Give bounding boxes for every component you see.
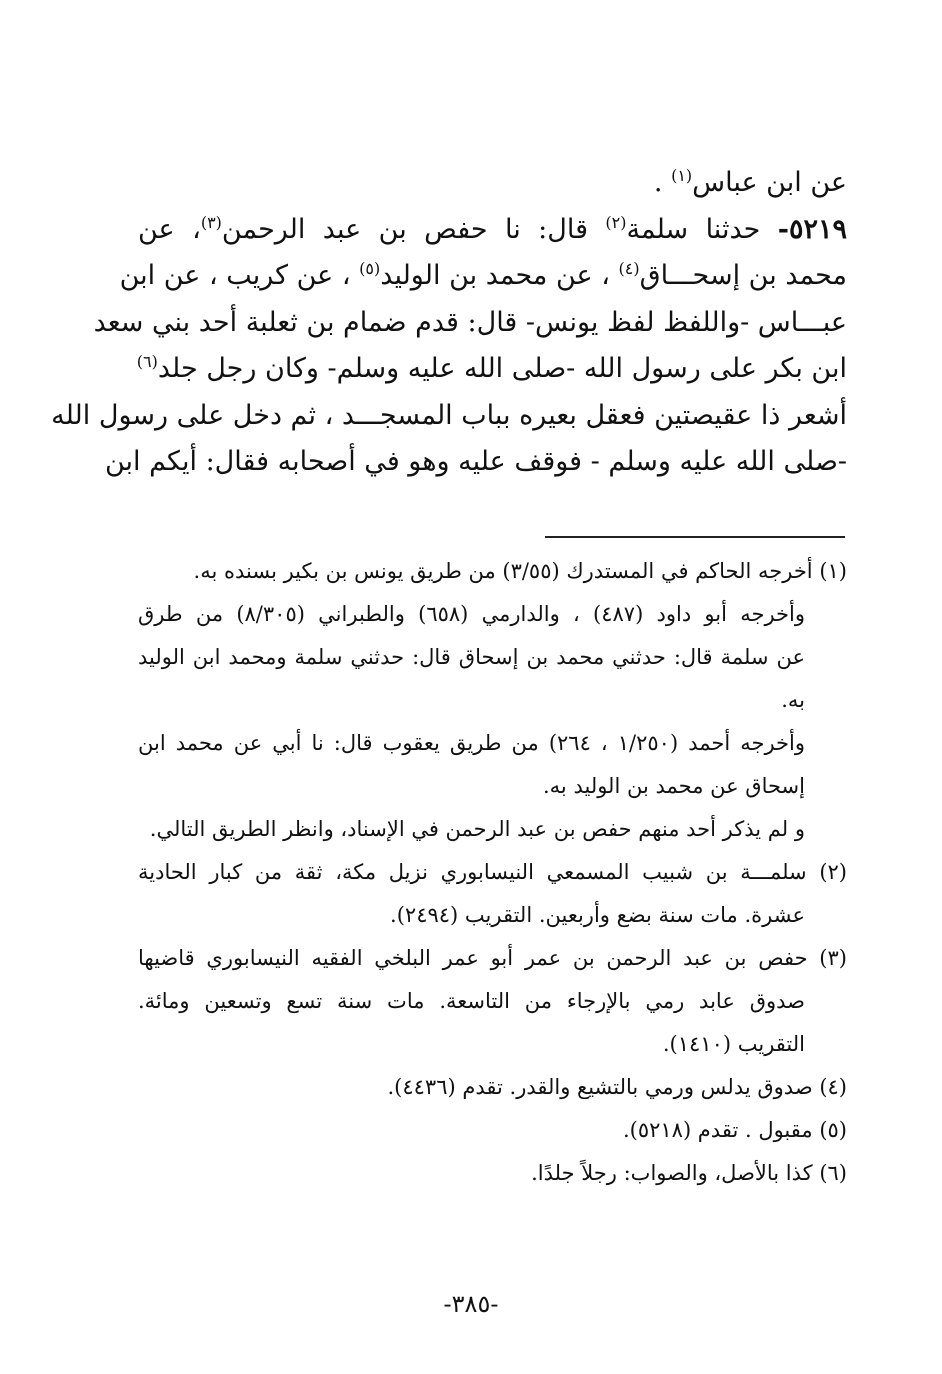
footnote-line: (٢) سلمـــة بن شبيب المسمعي النيسابوري نزيل مكة، ثقة من كبار الحادية bbox=[138, 860, 847, 884]
text-segment: حدثنا سلمة bbox=[626, 213, 778, 245]
footnote-line: وأخرجه أحمد (١/٢٥٠ ، ٢٦٤) من طريق يعقوب قال: نا أبي عن محمد ابن bbox=[138, 731, 805, 755]
footnote-3 bbox=[138, 937, 847, 1066]
footnote-line: و لم يذكر أحد منهم حفص بن عبد الرحمن في الإسناد، وانظر الطريق التالي. bbox=[149, 817, 805, 841]
footnote-1 bbox=[138, 550, 847, 851]
footnote-line: (٤) صدوق يدلس ورمي بالتشيع والقدر. تقدم (٤٤٣٦). bbox=[387, 1075, 847, 1099]
footnote-line: (٦) كذا بالأصل، والصواب: رجلاً جلدًا. bbox=[531, 1161, 847, 1185]
footnote-line: (٥) مقبول . تقدم (٥٢١٨). bbox=[622, 1118, 847, 1142]
main-line-3 bbox=[119, 253, 847, 300]
text-segment: محمد بن إسحـــاق bbox=[639, 260, 847, 291]
footnote-4 bbox=[138, 1066, 847, 1109]
text-segment: ابن بكر على رسول الله -صلى الله عليه وسلم- وكان رجل جلد bbox=[157, 353, 847, 384]
footnote-line: التقريب (١٤١٠). bbox=[662, 1032, 805, 1056]
footnote-line: صدوق عابد رمي بالإرجاء من التاسعة. مات سنة تسع وتسعين ومائة. bbox=[138, 989, 805, 1013]
hadith-number: ٥٢١٩- bbox=[777, 213, 847, 245]
footnote-line: عن سلمة قال: حدثني محمد بن إسحاق قال: حدثني سلمة ومحمد ابن الوليد bbox=[138, 645, 805, 669]
footnote-line: إسحاق عن محمد بن الوليد به. bbox=[543, 774, 805, 798]
text-segment: قال: نا حفص بن عبد الرحمن bbox=[221, 213, 606, 245]
footnote-6 bbox=[138, 1152, 847, 1195]
text-segment: ، عن bbox=[138, 213, 201, 245]
footnote-ref-5[interactable]: (٥) bbox=[359, 259, 381, 278]
text-segment: عن ابن عباس bbox=[692, 167, 847, 198]
footnote-line: (١) أخرجه الحاكم في المستدرك (٣/٥٥) من طريق يونس بن بكير بسنده به. bbox=[193, 559, 847, 583]
footnote-ref-1[interactable]: (١) bbox=[671, 166, 693, 185]
footnote-ref-4[interactable]: (٤) bbox=[618, 259, 640, 278]
page-number: -٣٨٥- bbox=[443, 1290, 499, 1318]
footnote-separator bbox=[545, 536, 845, 538]
footnote-line: به. bbox=[781, 688, 805, 712]
main-line-7: -صلى الله عليه وسلم - فوقف عليه وهو في أصحابه فقال: أيكم ابن bbox=[104, 446, 847, 477]
footnote-line: وأخرجه أبو داود (٤٨٧) ، والدارمي (٦٥٨) والطبراني (٨/٣٠٥) من طرق bbox=[138, 602, 805, 626]
footnote-ref-2[interactable]: (٢) bbox=[605, 212, 627, 232]
main-text bbox=[51, 160, 847, 486]
main-line-6: أشعر ذا عقيصتين فعقل بعيره بباب المسجـــد ، ثم دخل على رسول الله bbox=[51, 399, 847, 431]
text-segment: ، عن كريب ، عن ابن bbox=[119, 260, 360, 291]
footnote-2 bbox=[138, 851, 847, 937]
footnote-line: عشرة. مات سنة بضع وأربعين. التقريب (٢٤٩٤). bbox=[390, 903, 805, 927]
text-segment: . bbox=[653, 167, 672, 198]
main-line-4: عبـــاس -واللفظ لفظ يونس- قال: قدم ضمام بن ثعلبة أحد بني سعد bbox=[93, 306, 847, 338]
footnote-5 bbox=[138, 1109, 847, 1152]
text-segment: ، عن محمد بن الوليد bbox=[380, 260, 619, 291]
main-line-5 bbox=[138, 346, 847, 393]
main-line-2 bbox=[138, 207, 847, 254]
footnote-ref-6[interactable]: (٦) bbox=[136, 352, 158, 371]
footnote-ref-3[interactable]: (٣) bbox=[200, 212, 222, 232]
main-line-1 bbox=[138, 160, 847, 207]
footnote-line: (٣) حفص بن عبد الرحمن بن عمر أبو عمر البلخي الفقيه النيسابوري قاضيها bbox=[138, 946, 847, 970]
footnotes bbox=[138, 550, 847, 1195]
